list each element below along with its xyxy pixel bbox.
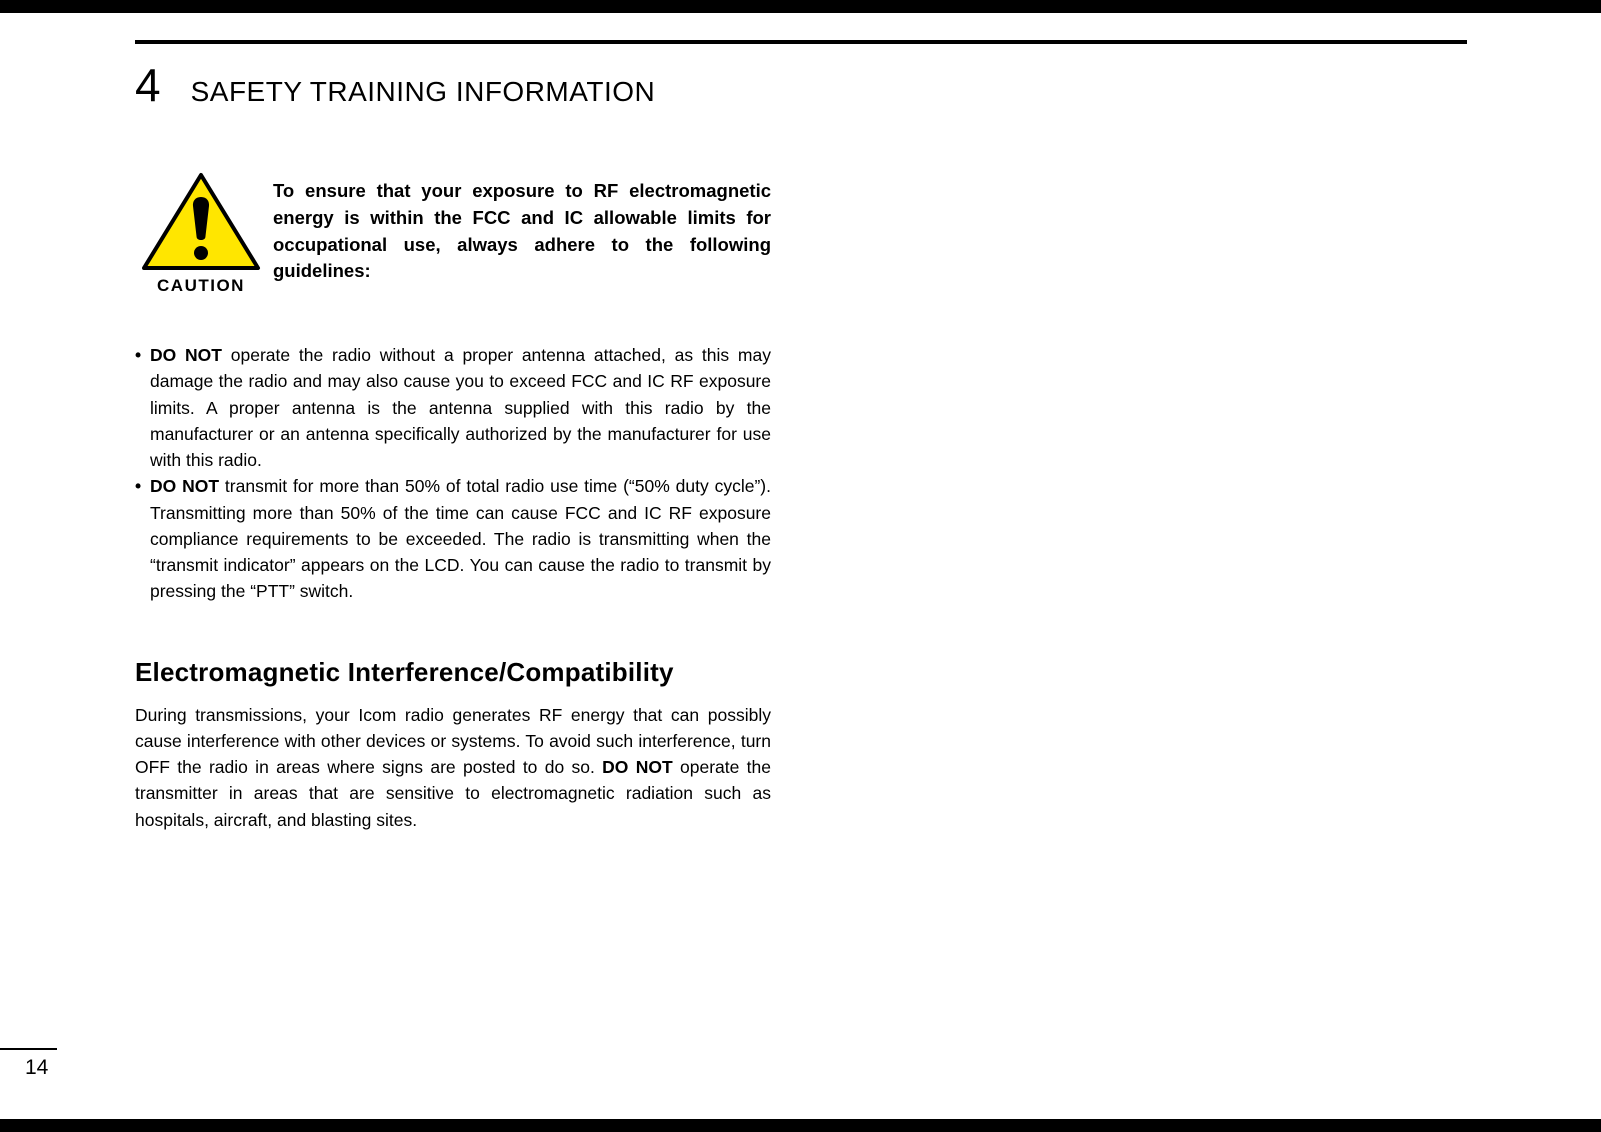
header-rule <box>135 40 1467 44</box>
guideline-bold: DO NOT <box>150 345 222 365</box>
emi-paragraph-part2: operate the transmitter in areas that are sensitive to electromagnetic radiation such as hospitals, aircraft, and blasting sites. <box>135 757 771 830</box>
guideline-body: operate the radio without a proper antenna attached, as this may damage the radio and may also cause you to exceed FCC and IC RF exposure limits. A proper antenna is the antenna supplied with this radio by the manufacturer or an antenna specifically authorized by the manufacturer for use with this radio. <box>150 345 771 470</box>
caution-block <box>135 170 771 296</box>
emi-paragraph <box>135 702 771 833</box>
caution-label: CAUTION <box>157 276 245 295</box>
page-number: 14 <box>25 1056 49 1079</box>
guideline-text <box>150 473 771 604</box>
guideline-body: transmit for more than 50% of total radio use time (“50% duty cycle”). Transmitting more than 50% of the time can cause FCC and IC RF exposure compliance requirements to be exceeded. The radio is transmitting when the “transmit indicator” appears on the LCD. You can cause the radio to transmit by pressing the “PTT” switch. <box>150 476 771 602</box>
list-item <box>135 342 771 473</box>
chapter-title: SAFETY TRAINING INFORMATION <box>190 76 656 107</box>
emi-paragraph-part1: During transmissions, your Icom radio generates RF energy that can possibly cause interference with other devices or systems. To avoid such interference, turn OFF the radio in areas where signs are posted to do so. <box>135 704 771 777</box>
bullet-marker: • <box>135 476 142 497</box>
list-item <box>135 473 771 604</box>
bottom-edge-bar <box>0 1119 1601 1132</box>
guideline-text <box>150 342 771 473</box>
section-title-emi: Electromagnetic Interference/Compatibility <box>135 656 674 687</box>
chapter-number: 4 <box>135 59 161 111</box>
chapter-heading <box>135 59 656 111</box>
top-edge-bar <box>0 0 1601 13</box>
warning-triangle-icon <box>137 170 265 274</box>
caution-text: To ensure that your exposure to RF electromagnetic energy is within the FCC and IC allowable limits for occupational use, always adhere to the following guidelines: <box>273 180 771 282</box>
guideline-list <box>135 342 771 605</box>
caution-badge <box>135 170 267 296</box>
main-column <box>135 170 771 833</box>
page-number-block <box>0 1048 57 1080</box>
bullet-marker: • <box>135 345 142 365</box>
emi-paragraph-bold: DO NOT <box>602 757 673 777</box>
guideline-bold: DO NOT <box>150 476 220 497</box>
